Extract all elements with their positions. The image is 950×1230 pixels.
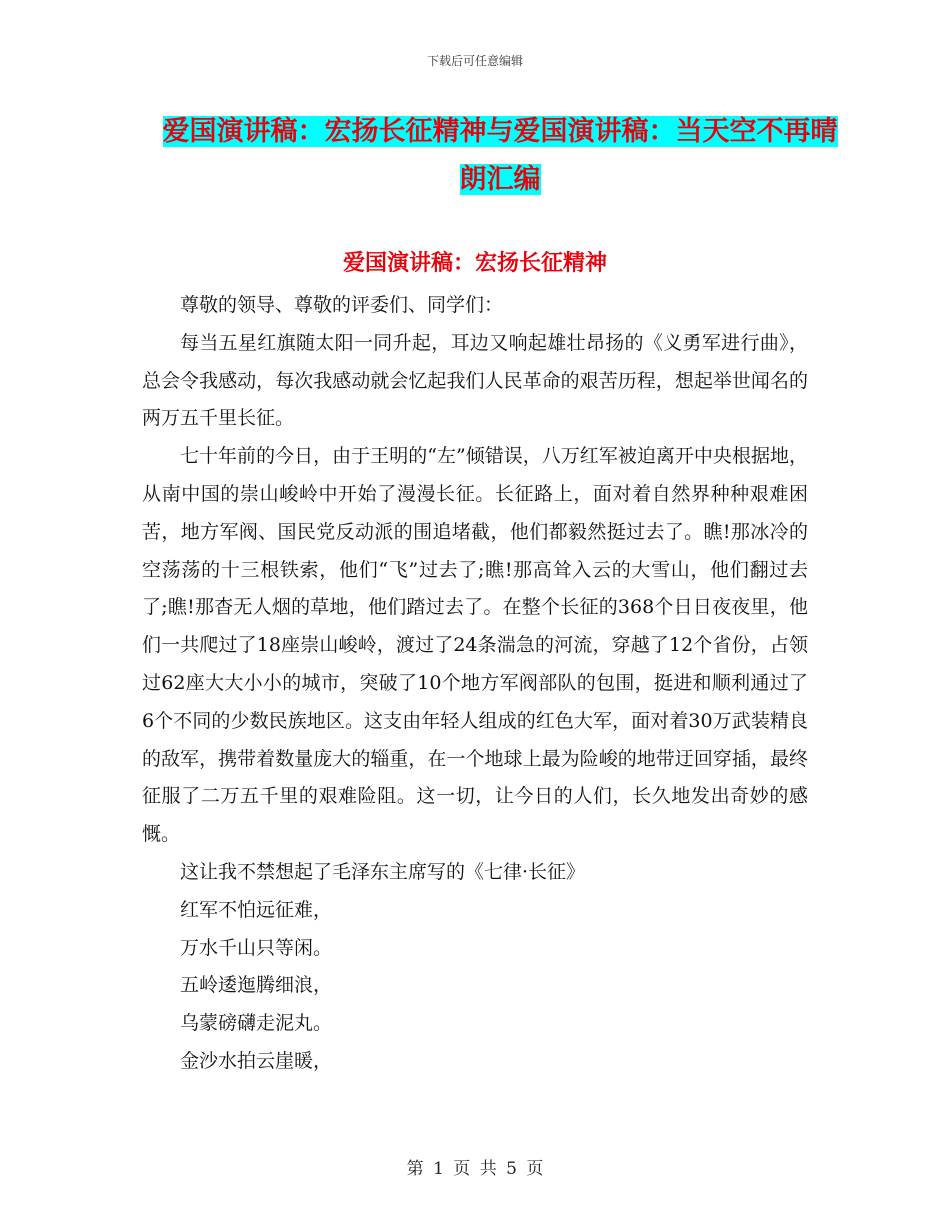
poem-line: 五岭逶迤腾细浪， [180,974,333,997]
poem-line: 万水千山只等闲。 [180,936,333,959]
poem-line: 红军不怕远征难， [180,898,333,921]
document-title [160,108,840,204]
document-title-text: 爱国演讲稿：宏扬长征精神与爱国演讲稿：当天空不再晴朗汇编 [162,116,838,195]
body-paragraph: 这让我不禁想起了毛泽东主席写的《七律·长征》 [180,860,586,883]
body-paragraph: 每当五星红旗随太阳一同升起，耳边又响起雄壮昂扬的《义勇军进行曲》，总会令我感动，每次我感动就会忆起我们人民革命的艰苦历程，想起举世闻名的两万五千里长征。 [142,331,808,430]
poem-line: 乌蒙磅礴走泥丸。 [180,1012,333,1035]
body-paragraph: 七十年前的今日，由于王明的“左”倾错误，八万红军被迫离开中央根据地，从南中国的崇山峻岭中开始了漫漫长征。长征路上，面对着自然界种种艰难困苦，地方军阀、国民党反动派的围追堵截，他们都毅然挺过去了。瞧!那冰冷的空荡荡的十三根铁索，他们“飞”过去了;瞧!那高耸入云的大雪山，他们翻过去了;瞧!那杳无人烟的草地，他们踏过去了。在整个长征的368个日日夜夜里，他们一共爬过了18座崇山峻岭，渡过了24条湍急的河流，穿越了12个省份，占领过62座大大小小的城市，突破了10个地方军阀部队的包围，挺进和顺利通过了6个不同的少数民族地区。这支由年轻人组成的红色大军，面对着30万武装精良的敌军，携带着数量庞大的辎重，在一个地球上最为险峻的地带迂回穿插，最终征服了二万五千里的艰难险阻。这一切，让今日的人们，长久地发出奇妙的感慨。 [142,445,808,846]
poem-line: 金沙水拍云崖暖， [180,1049,333,1072]
header-note: 下载后可任意编辑 [426,54,523,68]
salutation-paragraph: 尊敬的领导、尊敬的评委们、同学们： [180,294,504,316]
section-title: 爱国演讲稿：宏扬长征精神 [342,250,607,276]
page-footer: 第 1 页 共 5 页 [406,1159,544,1179]
speech-body [142,287,808,1081]
